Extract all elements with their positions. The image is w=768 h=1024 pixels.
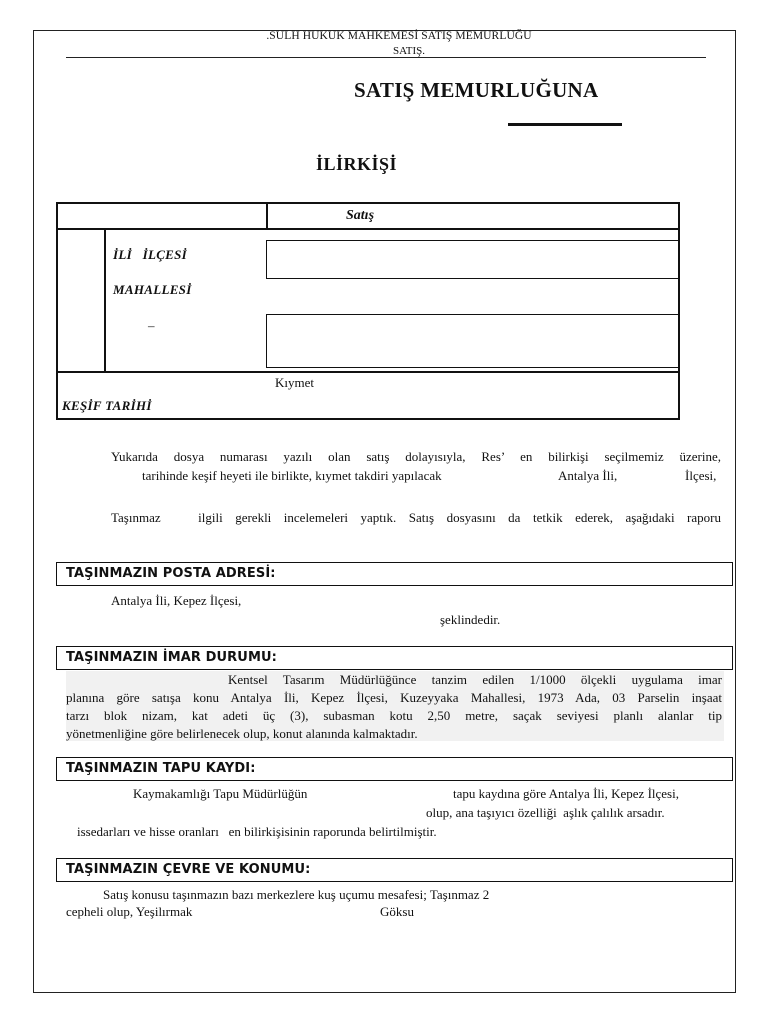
il-ilce-value-box — [266, 240, 679, 279]
intro-line-3: Taşınmaz ilgili gerekli incelemeleri yaptık. Satış dosyasını da tetkik ederek, aşağıdaki raporu — [111, 510, 721, 525]
tapu-line-1b: tapu kaydına göre Antalya İli, Kepez İlçesi, — [453, 786, 679, 801]
section-imar-heading: TAŞINMAZIN İMAR DURUMU: — [56, 646, 733, 670]
tapu-line-2: olup, ana taşıyıcı özelliği aşlık çalılık arsadır. — [426, 805, 665, 820]
tapu-line-3: issedarları ve hisse oranları en bilirkişisinin raporunda belirtilmiştir. — [77, 824, 437, 839]
title-underline — [508, 123, 622, 126]
court-subheader: SATIŞ. — [392, 45, 426, 57]
table-inner-divider — [104, 228, 106, 373]
table-border-right — [678, 202, 680, 420]
imar-line-3: tarzı blok nizam, kat adeti üç (3), subasman kotu 2,50 metre, saçak seviyesi planlı alanlar tip — [66, 708, 722, 723]
intro-line-1: Yukarıda dosya numarası yazılı olan satış dolayısıyla, Res’ en bilirkişi seçilmemiz üzerine, — [111, 449, 721, 464]
posta-line-2: şeklindedir. — [440, 612, 501, 627]
mahalle-value-box — [266, 314, 679, 368]
table-border-bottom — [56, 418, 680, 420]
tapu-line-1a: Kaymakamlığı Tapu Müdürlüğün — [133, 786, 308, 801]
table-header-divider — [266, 202, 268, 229]
section-posta-heading: TAŞINMAZIN POSTA ADRESİ: — [56, 562, 733, 586]
kesif-tarihi-label: KEŞİF TARİHİ — [62, 398, 152, 413]
cevre-line-1: Satış konusu taşınmazın bazı merkezlere kuş uçumu mesafesi; Taşınmaz 2 — [103, 887, 490, 902]
imar-line-4: yönetmenliğine göre belirlenecek olup, konut alanında kalmaktadır. — [66, 726, 418, 741]
imar-line-1: Kentsel Tasarım Müdürlüğünce tanzim edilen 1/1000 ölçekli uygulama imar — [228, 672, 722, 687]
header-rule — [66, 57, 706, 58]
page-title: SATIŞ MEMURLUĞUNA — [354, 78, 599, 102]
table-mid-rule — [56, 371, 680, 373]
cevre-line-2a: cepheli olup, Yeşilırmak — [66, 904, 193, 919]
cevre-line-2b: Göksu — [380, 904, 414, 919]
intro-line-2c: İlçesi, — [685, 468, 717, 483]
kiymet-label: Kıymet — [275, 375, 314, 390]
posta-line-1: Antalya İli, Kepez İlçesi, — [111, 593, 242, 608]
section-cevre-heading: TAŞINMAZIN ÇEVRE VE KONUMU: — [56, 858, 733, 882]
page-subtitle: İLİRKİŞİ — [316, 154, 398, 174]
section-tapu-heading: TAŞINMAZIN TAPU KAYDI: — [56, 757, 733, 781]
court-header: .SULH HUKUK MAHKEMESİ SATIŞ MEMURLUĞU — [266, 30, 532, 42]
mahalle-label: MAHALLESİ — [113, 282, 192, 297]
table-col-header: Satış — [346, 208, 375, 223]
imar-line-2: planına göre satışa konu Antalya İli, Kepez İlçesi, Kuzeyyaka Mahallesi, 1973 Ada, 03 Parselin inşaat — [66, 690, 722, 705]
dash-mark: – — [148, 318, 155, 333]
intro-line-2b: Antalya İli, — [558, 468, 618, 483]
table-border-top — [56, 202, 680, 204]
table-header-rule — [56, 228, 680, 230]
intro-line-2a: tarihinde keşif heyeti ile birlikte, kıymet takdiri yapılacak — [142, 468, 442, 483]
table-border-left — [56, 202, 58, 420]
il-ilce-label: İLİ İLÇESİ — [113, 247, 188, 262]
